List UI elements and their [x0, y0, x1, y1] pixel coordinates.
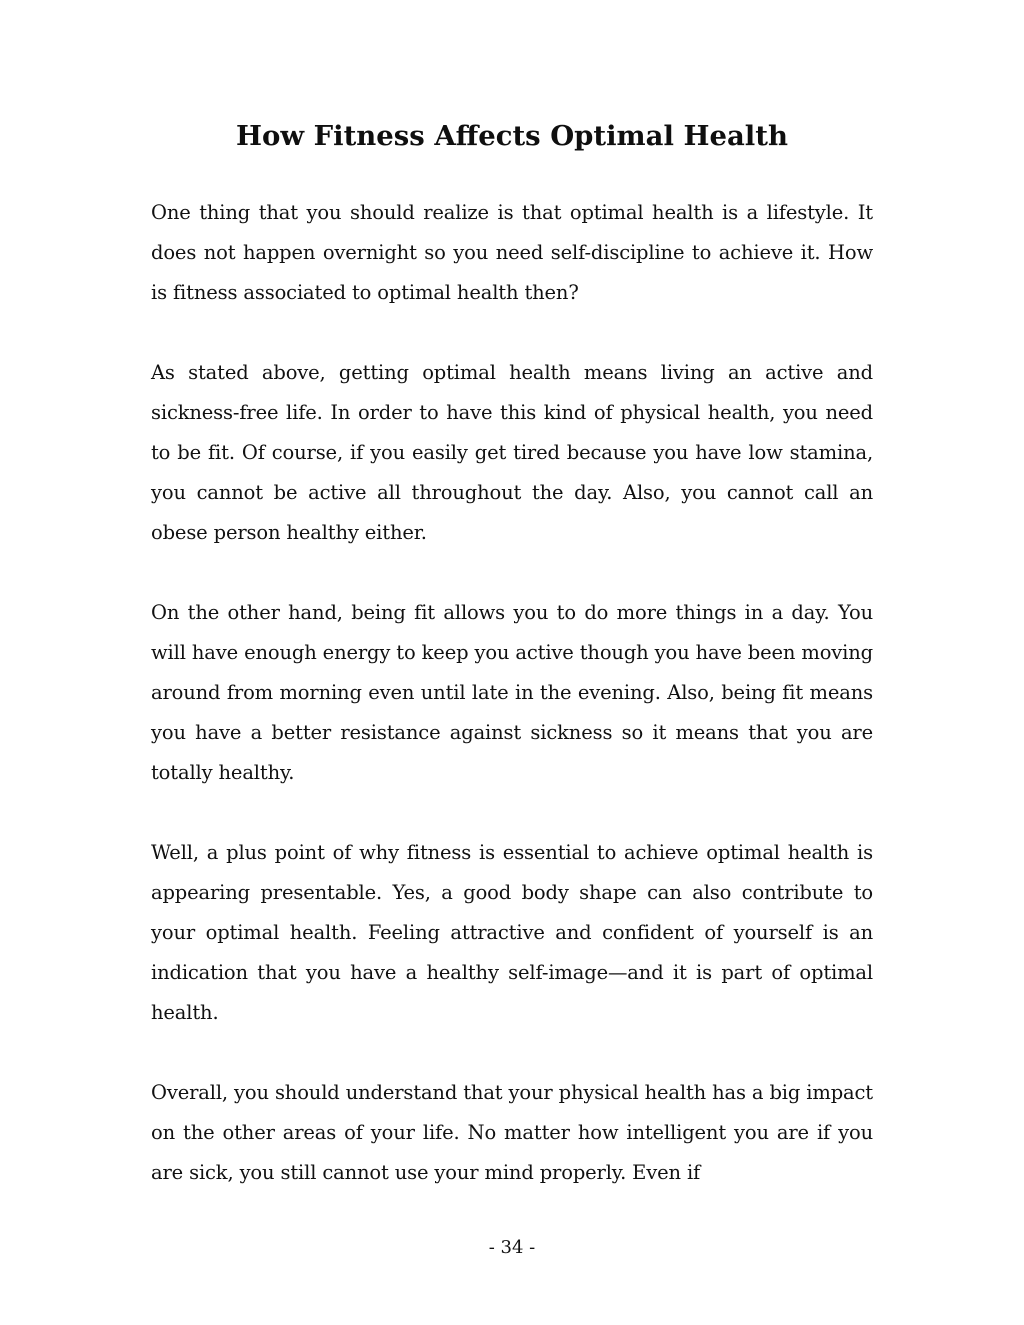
page-title: How Fitness Affects Optimal Health	[236, 120, 788, 152]
paragraph-3: On the other hand, being fit allows you to do more things in a day. You will have enough energy to keep you active though you have been moving around from morning even until late in the evening. Also, being fit means you have a better resistance against sickness so it means that you are totally healthy.	[151, 601, 873, 784]
paragraph-1: One thing that you should realize is that optimal health is a lifestyle. It does not happen overnight so you need self-discipline to achieve it. How is fitness associated to optimal health then?	[151, 201, 873, 304]
paragraph-5: Overall, you should understand that your physical health has a big impact on the other areas of your life. No matter how intelligent you are if you are sick, you still cannot use your mind properly. Even if	[151, 1081, 873, 1184]
body-text	[151, 193, 873, 1233]
paragraph-2: As stated above, getting optimal health means living an active and sickness-free life. In order to have this kind of physical health, you need to be fit. Of course, if you easily get tired because you have low stamina, you cannot be active all throughout the day. Also, you cannot call an obese person healthy either.	[151, 361, 873, 544]
page-number: - 34 -	[488, 1237, 536, 1258]
paragraph-4: Well, a plus point of why fitness is essential to achieve optimal health is appearing presentable. Yes, a good body shape can also contribute to your optimal health. Feeling attractive and confident of yourself is an indication that you have a healthy self-image—and it is part of optimal health.	[151, 841, 873, 1024]
